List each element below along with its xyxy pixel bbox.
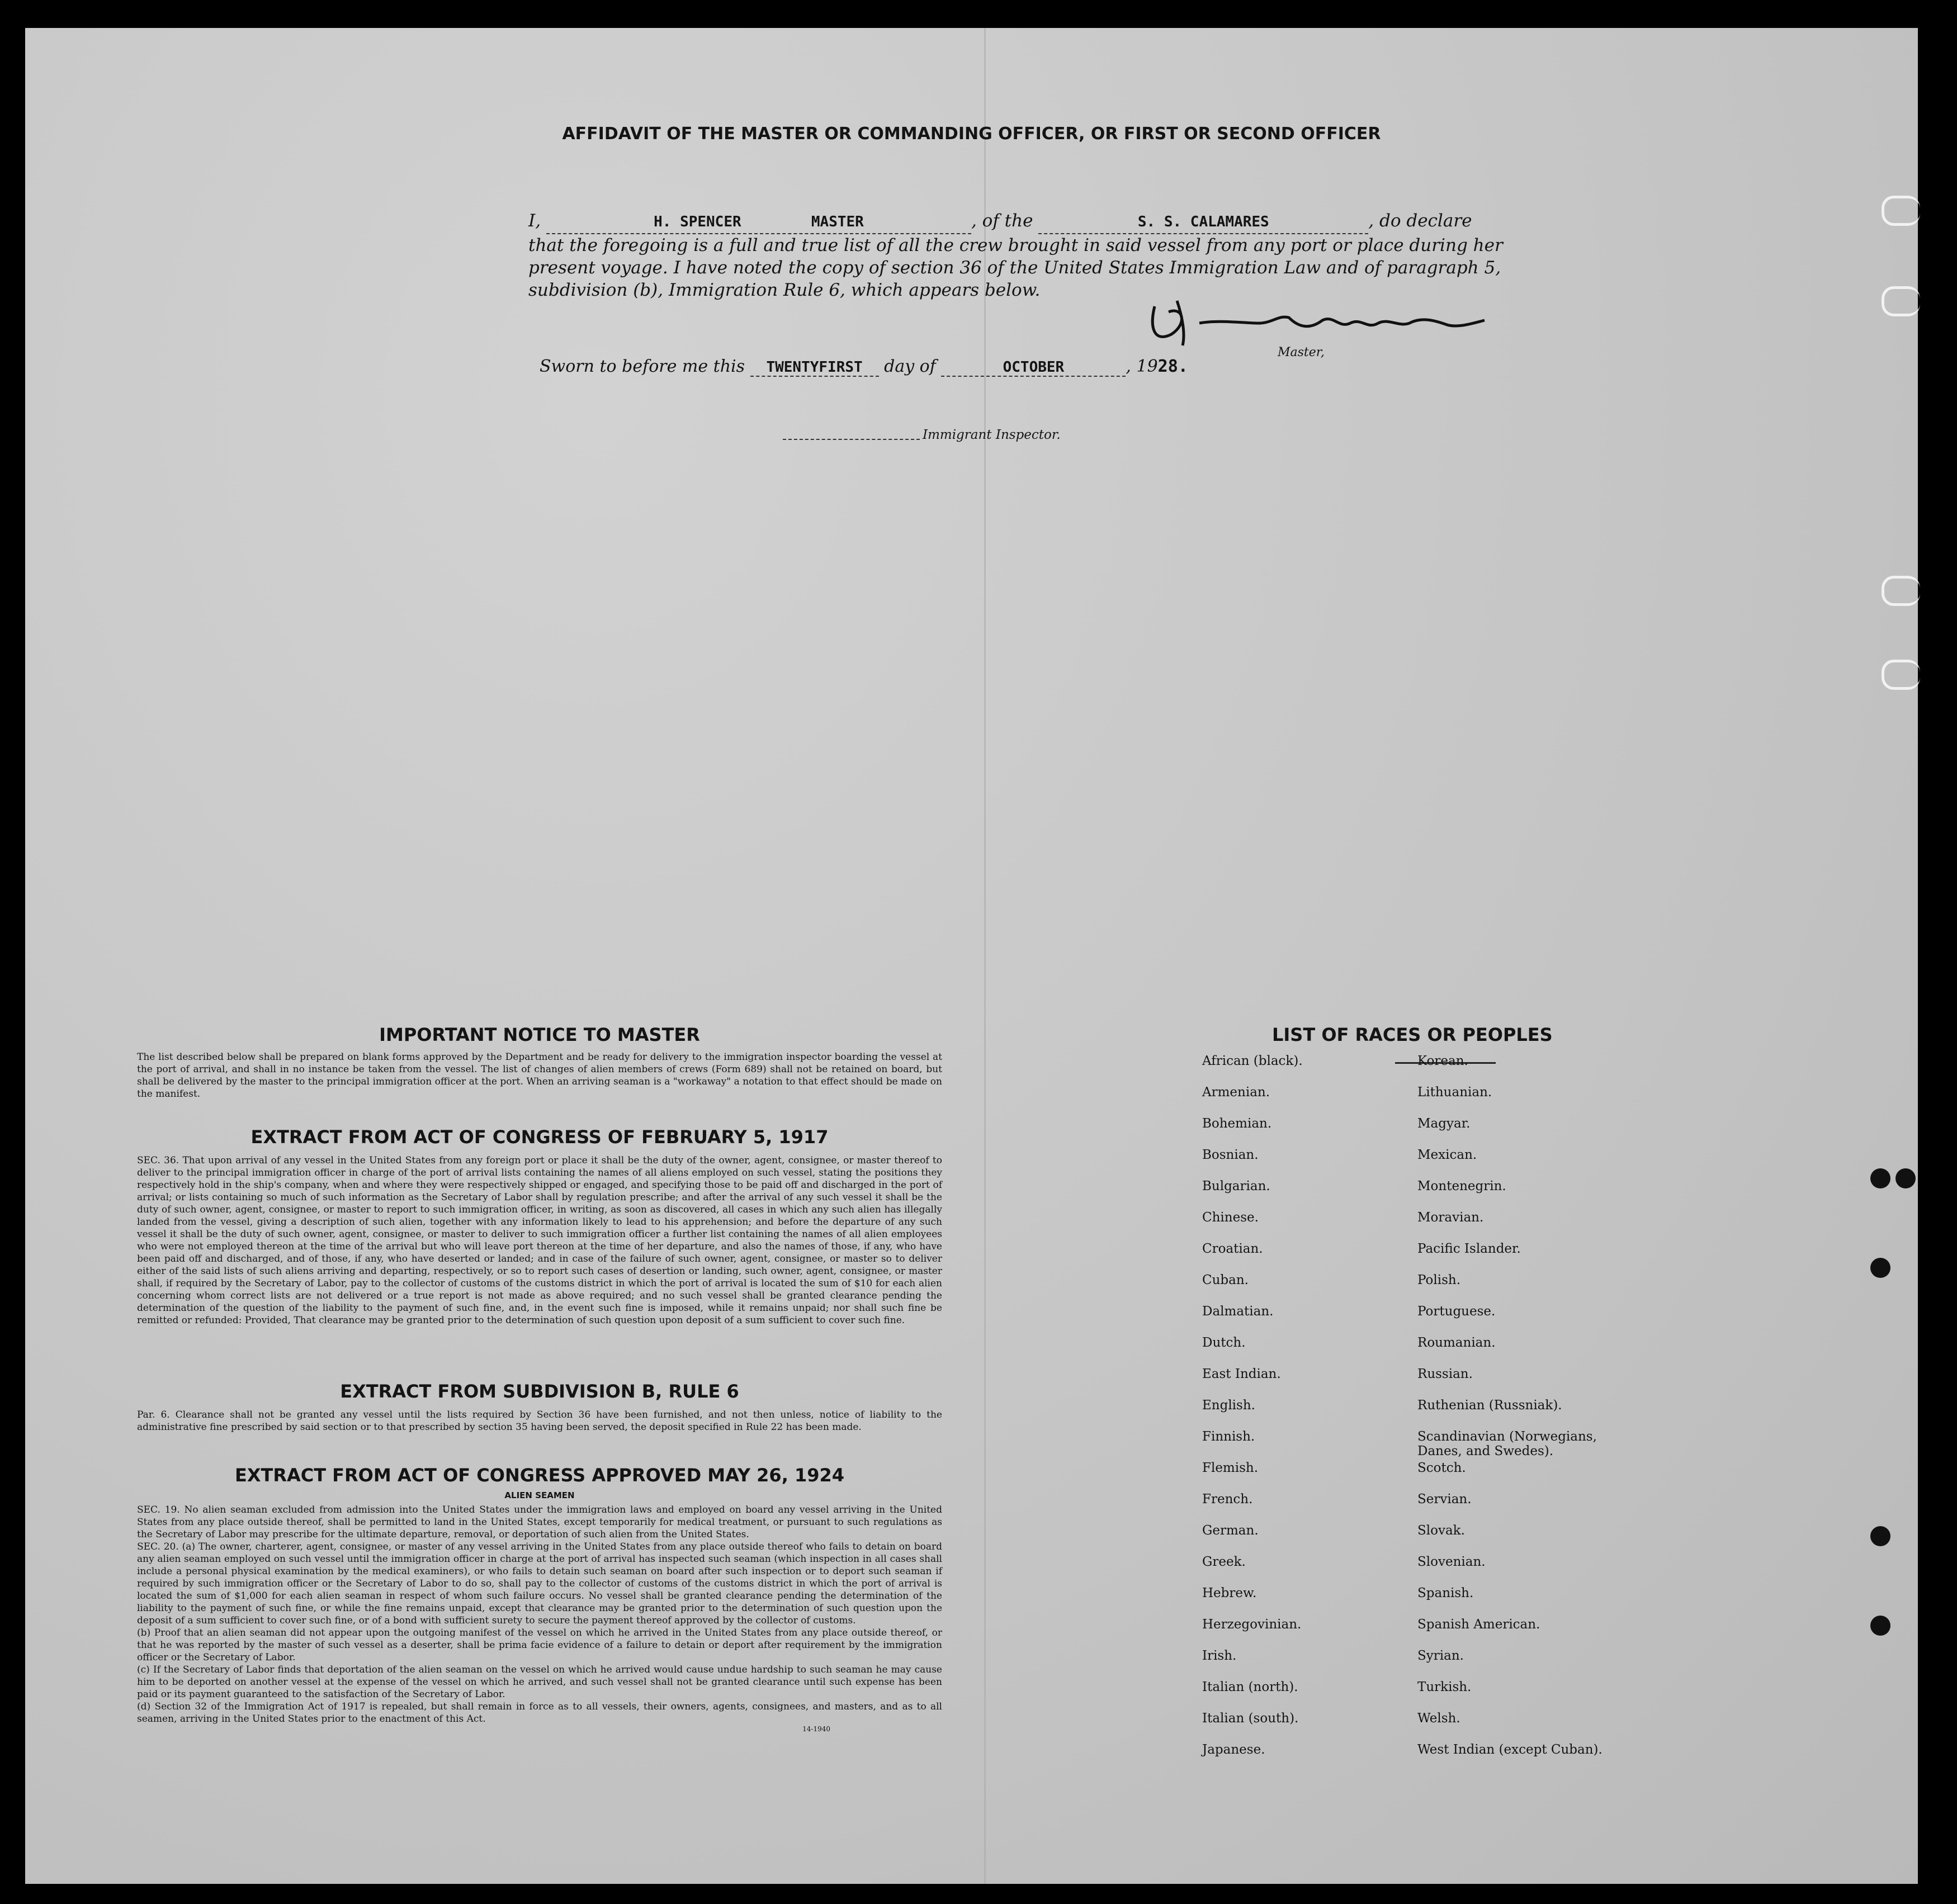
extract-1924-sec20c: (c) If the Secretary of Labor finds that deportation of the alien seaman on the vessel on which he arrived would cause undue hardship to such seaman he may cause him to be deported on another vessel at the expense of the vessel on which he arrived, and such vessel shall not be granted clearance until such expense has been paid or its payment guaranteed to the satisfaction of the Secretary of Labor. xyxy=(137,1664,942,1700)
race-item: Italian (south). xyxy=(1202,1711,1299,1726)
race-item: German. xyxy=(1202,1523,1259,1538)
clip-mark xyxy=(1882,286,1920,316)
notice-title: IMPORTANT NOTICE TO MASTER xyxy=(379,1024,700,1045)
clip-mark xyxy=(1882,576,1920,606)
sworn-day: TWENTYFIRST xyxy=(750,359,879,377)
notice-body: The list described below shall be prepared on blank forms approved by the Department and be ready for delivery to the immigration inspector boarding the vessel at the port of arrival, and shall in no instance be taken from the vessel. The list of changes of alien members of crews (Form 689) shall not be retained on board, but shall be delivered by the master to the principal immigration officer at the port. When an arriving seaman is a "workaway" a notation to that effect should be made on the manifest. xyxy=(137,1052,942,1100)
affidavit-declaration xyxy=(528,210,1524,301)
race-item: Welsh. xyxy=(1417,1711,1460,1726)
race-item: Magyar. xyxy=(1417,1116,1471,1131)
race-item: Spanish. xyxy=(1417,1586,1474,1600)
extract-1917-section xyxy=(137,1126,942,1327)
officer-name-field xyxy=(546,211,971,234)
sworn-line xyxy=(540,357,1188,377)
race-item: Montenegrin. xyxy=(1417,1179,1506,1193)
race-item: Slovak. xyxy=(1417,1523,1465,1538)
races-title: LIST OF RACES OR PEOPLES xyxy=(1272,1024,1553,1045)
race-item: Italian (north). xyxy=(1202,1680,1298,1694)
do-declare-text: , do declare xyxy=(1368,211,1472,231)
race-item: Syrian. xyxy=(1417,1649,1464,1663)
race-item: French. xyxy=(1202,1492,1253,1507)
extract-1917-title: EXTRACT FROM ACT OF CONGRESS OF FEBRUARY 5, 1917 xyxy=(250,1126,829,1148)
affidavit-title: AFFIDAVIT OF THE MASTER OR COMMANDING OFFICER, OR FIRST OR SECOND OFFICER xyxy=(562,124,1381,144)
race-item: Slovenian. xyxy=(1417,1555,1486,1569)
race-item: Portuguese. xyxy=(1417,1304,1496,1319)
race-item: Pacific Islander. xyxy=(1417,1242,1521,1256)
year-prefix: , 19 xyxy=(1126,357,1158,376)
page-fold xyxy=(984,28,986,1884)
race-item: Korean. xyxy=(1417,1054,1468,1068)
race-item: Scotch. xyxy=(1417,1461,1466,1475)
inspector-signature-line xyxy=(783,439,920,440)
extract-1917-body: SEC. 36. That upon arrival of any vessel in the United States from any foreign port or place it shall be the duty of the owner, agent, consignee, or master thereof to deliver to the principal immigration officer in charge of the port of arrival lists containing the names of all aliens employed on such vessel, stating the positions they respectively hold in the ship's company, when and where they were respectively shipped or engaged, and specifying those to be paid off and discharged in the port of arrival; or lists containing so much of such information as the Secretary of Labor shall by regulation prescribe; and after the arrival of any such vessel it shall be the duty of such owner, agent, consignee, or master to report to such immigration officer, in writing, as soon as discovered, all cases in which any such alien has illegally landed from the vessel, giving a description of such alien, together with any information likely to lead to his apprehension; and before the departure of any such vessel it shall be the duty of such owner, agent, consignee, or master to deliver to such immigration officer a further list containing the names of all alien employees who were not employed thereon at the time of the arrival but who will leave port thereon at the time of her departure, and also the names of those, if any, who have been paid off and discharged, and of those, if any, who have deserted or landed; and in case of the failure of such owner, agent, consignee, or master so to deliver either of the said lists of such aliens arriving and departing, respectively, or so to report such cases of desertion or landing, such owner, agent, consignee, or master shall, if required by the Secretary of Labor, pay to the collector of customs of the customs district in which the port of arrival is located the sum of $10 for each alien concerning whom correct lists are not delivered or a true report is not made as above required; and no such vessel shall be granted clearance pending the determination of the question of the liability to the payment of such fine, and, in the event such fine is imposed, while it remains unpaid; nor shall such fine be remitted or refunded: Provided, That clearance may be granted prior to the determination of such question upon deposit of a sum sufficient to cover such fine. xyxy=(137,1155,942,1326)
race-item: Bulgarian. xyxy=(1202,1179,1270,1193)
race-item: Lithuanian. xyxy=(1417,1085,1492,1100)
of-the-text: , of the xyxy=(971,211,1033,231)
sworn-prefix: Sworn to before me this xyxy=(540,357,745,376)
extract-rule6-section xyxy=(137,1381,942,1433)
notice-section xyxy=(137,1024,942,1100)
race-item: Danes, and Swedes). xyxy=(1417,1444,1554,1458)
sworn-month: OCTOBER xyxy=(941,359,1126,377)
race-item: English. xyxy=(1202,1398,1255,1413)
race-item: East Indian. xyxy=(1202,1367,1281,1381)
race-item: Polish. xyxy=(1417,1273,1461,1287)
affidavit-body: that the foregoing is a full and true list of all the crew brought in said vessel from any port or place during her present voyage. I have noted the copy of section 36 of the United States Immigration Law and of paragraph 5, subdivision (b), Immigration Rule 6, which appears below. xyxy=(528,235,1503,300)
document-sheet xyxy=(25,28,1918,1884)
form-number: 14-1940 xyxy=(802,1725,830,1733)
extract-1924-section xyxy=(137,1465,942,1733)
affidavit-i: I, xyxy=(528,211,541,231)
extract-1924-title: EXTRACT FROM ACT OF CONGRESS APPROVED MAY 26, 1924 xyxy=(234,1465,845,1486)
race-item: Russian. xyxy=(1417,1367,1473,1381)
officer-name: H. SPENCER xyxy=(654,214,741,230)
race-item: Bosnian. xyxy=(1202,1148,1259,1162)
race-item: Flemish. xyxy=(1202,1461,1259,1475)
extract-1924-sec20a: SEC. 20. (a) The owner, charterer, agent, consignee, or master of any vessel arriving in the United States from any place outside thereof who fails to detain on board any alien seaman employed on such vessel until the immigration officer in charge at the port of arrival has inspected such seaman (which inspection in all cases shall include a personal physical examination by the medical examiners), or who fails to detain such seaman on board after such inspection or to deport such seaman if required by such immigration officer or the Secretary of Labor to do so, shall pay to the collector of customs of the customs district in which the port of arrival is located the sum of $1,000 for each alien seaman in respect of whom such failure occurs. No vessel shall be granted clearance pending the determination of the liability to the payment of such fine, or while the fine remains unpaid, except that clearance may be granted prior to the determination of such question upon the deposit of a sum sufficient to cover such fine, or of a bond with sufficient surety to secure the payment thereof approved by the collector of customs. xyxy=(137,1541,942,1626)
race-item: West Indian (except Cuban). xyxy=(1417,1742,1603,1757)
race-item: African (black). xyxy=(1202,1054,1303,1068)
master-label: Master, xyxy=(1278,345,1325,359)
extract-1924-sec20d: (d) Section 32 of the Immigration Act of 1917 is repealed, but shall remain in force as to all vessels, their owners, agents, consignees, and masters, and as to all seamen, arriving in the United States prior to the enactment of this Act. xyxy=(137,1701,942,1725)
punch-hole xyxy=(1870,1616,1890,1636)
officer-rank: MASTER xyxy=(811,214,864,230)
extract-1924-subtitle: ALIEN SEAMEN xyxy=(504,1490,575,1500)
race-item: Hebrew. xyxy=(1202,1586,1257,1600)
race-item: Irish. xyxy=(1202,1649,1237,1663)
race-item: Croatian. xyxy=(1202,1242,1263,1256)
race-item: Moravian. xyxy=(1417,1210,1484,1225)
race-item: Herzegovinian. xyxy=(1202,1617,1302,1632)
extract-rule6-body: Par. 6. Clearance shall not be granted any vessel until the lists required by Section 36 have been furnished, and not then unless, notice of liability to the administrative fine prescribed by said section or to that prescribed by section 35 having been served, the deposit specified in Rule 22 has been made. xyxy=(137,1409,942,1433)
day-of-text: day of xyxy=(884,357,936,376)
race-item: Finnish. xyxy=(1202,1429,1255,1444)
race-item: Dalmatian. xyxy=(1202,1304,1274,1319)
race-item: Scandinavian (Norwegians, xyxy=(1417,1429,1597,1444)
race-item: Spanish American. xyxy=(1417,1617,1540,1632)
race-item: Japanese. xyxy=(1202,1742,1265,1757)
vessel-name: S. S. CALAMARES xyxy=(1038,211,1368,234)
race-item: Mexican. xyxy=(1417,1148,1477,1162)
punch-hole xyxy=(1870,1526,1890,1546)
race-item: Turkish. xyxy=(1417,1680,1472,1694)
punch-hole xyxy=(1870,1168,1890,1188)
extract-rule6-title: EXTRACT FROM SUBDIVISION B, RULE 6 xyxy=(340,1381,739,1402)
race-item: Greek. xyxy=(1202,1555,1246,1569)
clip-mark xyxy=(1882,196,1920,226)
race-item: Roumanian. xyxy=(1417,1335,1496,1350)
affidavit-first-line xyxy=(528,210,1524,234)
race-item: Chinese. xyxy=(1202,1210,1259,1225)
bleed-through xyxy=(361,414,370,430)
race-item: Ruthenian (Russniak). xyxy=(1417,1398,1562,1413)
sworn-year: 28. xyxy=(1157,357,1188,376)
inspector-label: Immigrant Inspector. xyxy=(923,428,1061,442)
extract-1924-sec19: SEC. 19. No alien seaman excluded from admission into the United States under the immigration laws and employed on board any vessel arriving in the United States from any place outside thereof, shall be permitted to land in the United States, except temporarily for medical treatment, or pursuant to such regulations as the Secretary of Labor may prescribe for the ultimate departure, removal, or deportation of such alien from the United States. xyxy=(137,1504,942,1540)
clip-mark xyxy=(1882,660,1920,690)
race-item: Servian. xyxy=(1417,1492,1472,1507)
punch-hole xyxy=(1870,1258,1890,1278)
race-item: Armenian. xyxy=(1202,1085,1270,1100)
extract-1924-sec20b: (b) Proof that an alien seaman did not appear upon the outgoing manifest of the vessel on which he arrived in the United States from any place outside thereof, or that he was reported by the master of such vessel as a deserter, shall be prima facie evidence of a failure to detain or deport after requirement by the immigration officer or the Secretary of Labor. xyxy=(137,1627,942,1663)
race-item: Bohemian. xyxy=(1202,1116,1272,1131)
race-item: Dutch. xyxy=(1202,1335,1246,1350)
punch-hole xyxy=(1895,1168,1916,1188)
race-item: Cuban. xyxy=(1202,1273,1249,1287)
